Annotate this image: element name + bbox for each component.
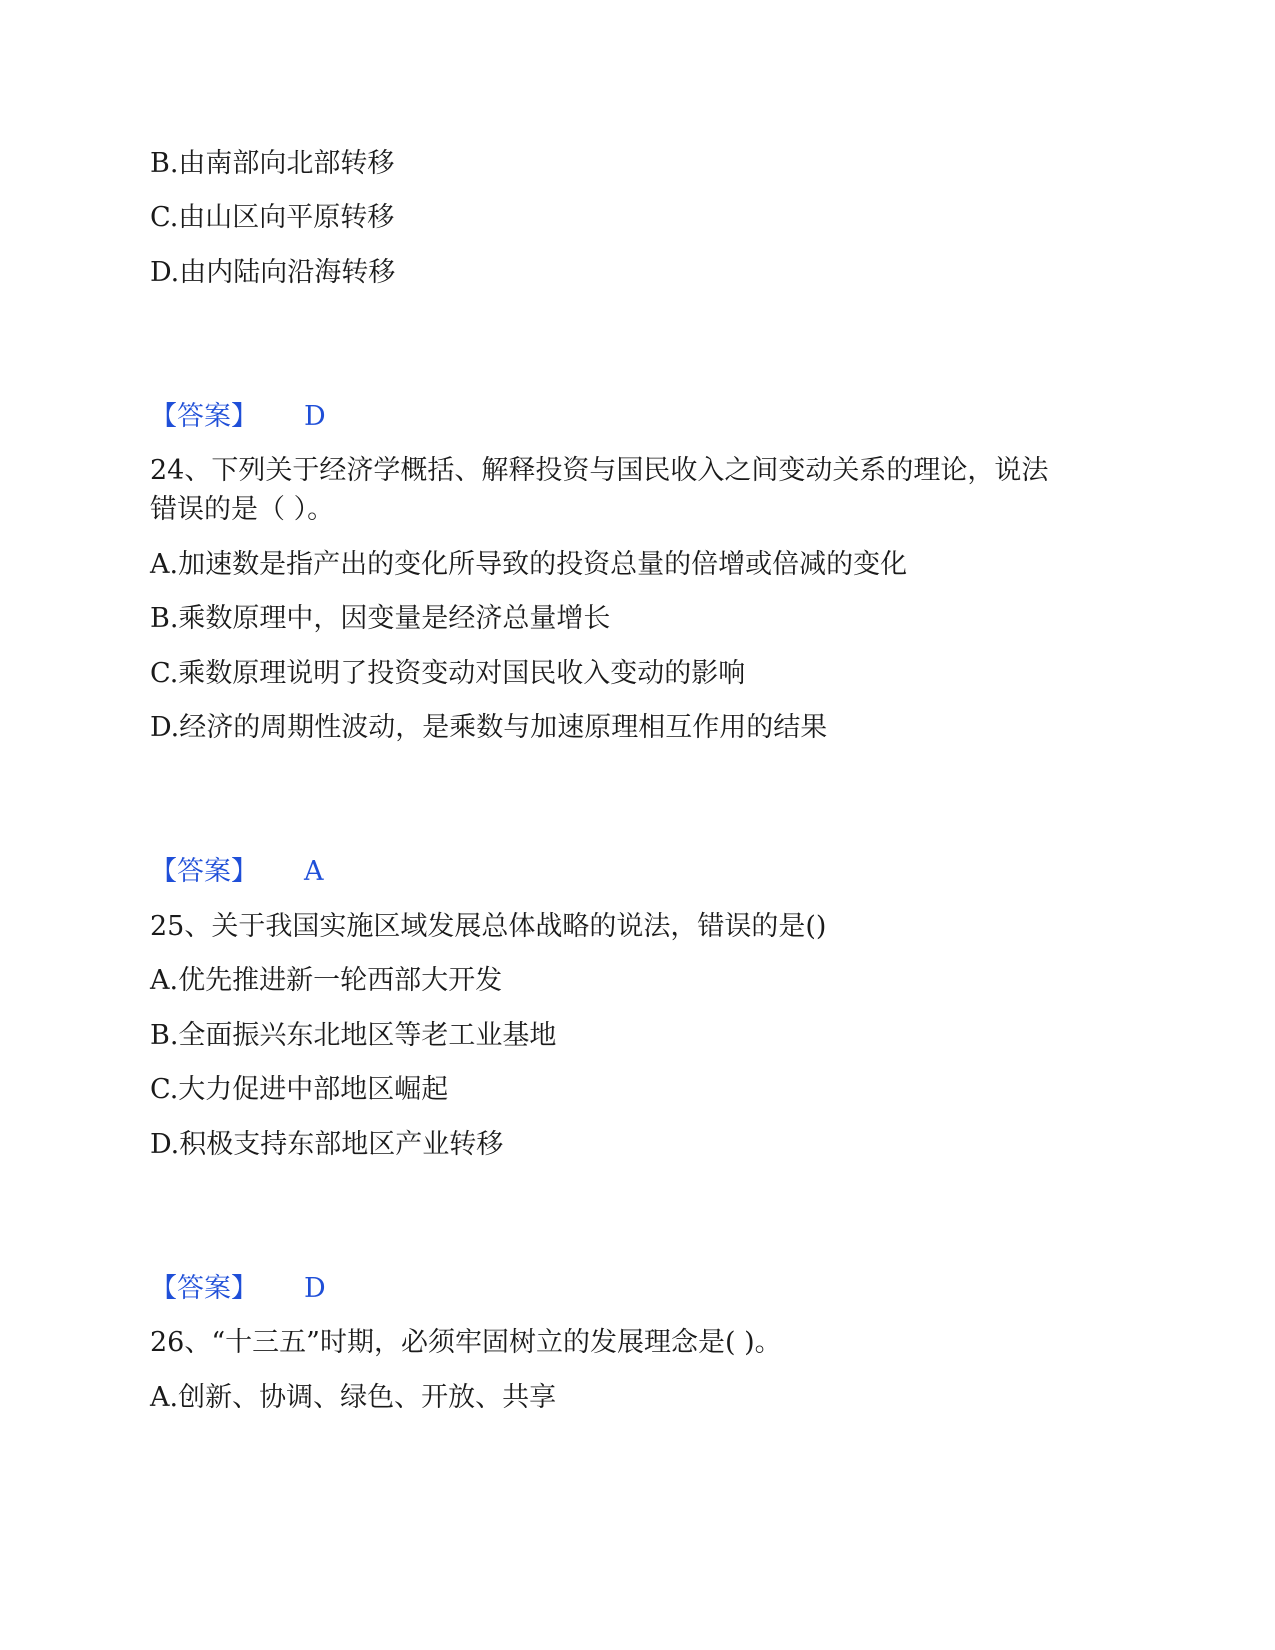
q26-stem: 26、“十三五”时期，必须牢固树立的发展理念是( )。 [150,1327,782,1358]
q25-option-d: D.积极支持东部地区产业转移 [150,1129,504,1160]
q26-option-a: A.创新、协调、绿色、开放、共享 [150,1382,557,1413]
answer-value: A [304,856,324,887]
q24-option-d: D.经济的周期性波动，是乘数与加速原理相互作用的结果 [150,712,828,743]
q24-answer [150,854,324,890]
q24-option-a: A.加速数是指产出的变化所导致的投资总量的倍增或倍减的变化 [150,549,908,580]
q25-option-c: C.大力促进中部地区崛起 [150,1074,449,1105]
q25-option-a: A.优先推进新一轮西部大开发 [150,965,503,996]
q24-stem-line2: 错误的是（ ）。 [150,494,335,525]
q25-answer [150,1271,326,1307]
q24-stem-line1: 24、下列关于经济学概括、解释投资与国民收入之间变动关系的理论，说法 [150,455,1049,486]
answer-value: D [304,1273,326,1304]
q23-option-b: B.由南部向北部转移 [150,148,395,179]
answer-label: 【答案】 [150,856,258,887]
answer-value: D [304,401,326,432]
q23-answer [150,399,326,435]
q25-option-b: B.全面振兴东北地区等老工业基地 [150,1020,557,1051]
q24-option-c: C.乘数原理说明了投资变动对国民收入变动的影响 [150,658,746,689]
q23-option-d: D.由内陆向沿海转移 [150,257,396,288]
answer-label: 【答案】 [150,401,258,432]
q25-stem: 25、关于我国实施区域发展总体战略的说法，错误的是() [150,911,827,942]
answer-label: 【答案】 [150,1273,258,1304]
q23-option-c: C.由山区向平原转移 [150,202,395,233]
q24-option-b: B.乘数原理中，因变量是经济总量增长 [150,603,611,634]
